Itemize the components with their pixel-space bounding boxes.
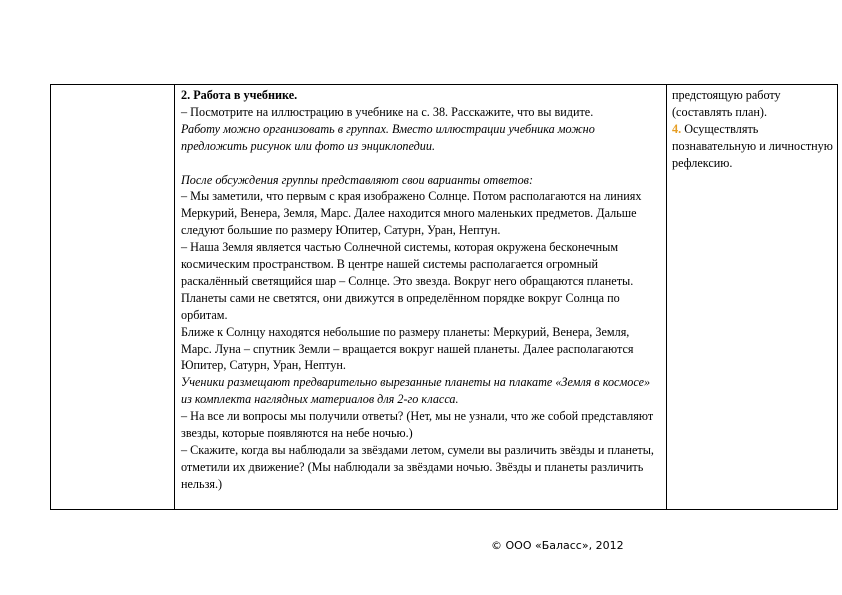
paragraph-note: Работу можно организовать в группах. Вместо иллюстрации учебника можно предложить рисунок или фото из энциклопедии. bbox=[181, 121, 595, 153]
table-column-goals bbox=[667, 85, 839, 509]
paragraph-question-2: – На все ли вопросы мы получили ответы? (Нет, мы не узнали, что же собой представляют звезды, которые появляются на небе ночью.) bbox=[181, 409, 654, 441]
goal-text: Осуществлять познавательную и личностную рефлексию. bbox=[672, 121, 833, 170]
paragraph-poster-note: Ученики размещают предварительно вырезанные планеты на плакате «Земля в космосе» из комплекта наглядных материалов для 2-го класса. bbox=[181, 375, 651, 407]
spacer bbox=[181, 155, 662, 172]
paragraph-question: – Посмотрите на иллюстрацию в учебнике на с. 38. Расскажите, что вы видите. bbox=[181, 104, 594, 119]
goal-number: 4. bbox=[672, 121, 682, 136]
paragraph-answer-1: – Мы заметили, что первым с края изображено Солнце. Потом располагаются на линиях Меркурий, Венера, Земля, Марс. Далее находится много маленьких предметов. Дальше следуют большие по размеру Юпитер, Сатурн, Уран, Нептун. bbox=[181, 189, 642, 238]
copyright-footer: © ООО «Баласс», 2012 bbox=[491, 539, 624, 552]
goal-item-4 bbox=[672, 121, 837, 172]
paragraph-question-3: – Скажите, когда вы наблюдали за звёздами летом, сумели вы различить звёзды и планеты, отметили их движение? (Мы наблюдали за звёздами ночью. Звёзды и планеты различить нельзя.) bbox=[181, 443, 654, 491]
paragraph-answer-3: Ближе к Солнцу находятся небольшие по размеру планеты: Меркурий, Венера, Земля, Марс. Луна – спутник Земли – вращается вокруг нашей планеты. Далее располагаются Юпитер, Сатурн, Уран, Нептун. bbox=[181, 324, 634, 373]
paragraph-groups-intro: После обсуждения группы представляют свои варианты ответов: bbox=[181, 172, 534, 187]
paragraph-answer-2: – Наша Земля является частью Солнечной системы, которая окружена бесконечным космическим пространством. В центре нашей системы располагается огромный раскалённый светящийся шар – Солнце. Это звезда. Вокруг него обращаются планеты. Планеты сами не светятся, они движутся в определённом порядке вокруг Солнца по орбитам. bbox=[181, 240, 634, 322]
table-column-stage bbox=[51, 85, 175, 509]
lesson-table bbox=[50, 84, 838, 510]
section-heading: 2. Работа в учебнике. bbox=[181, 88, 298, 102]
table-column-content bbox=[175, 85, 667, 509]
goal-text-continued: предстоящую работу (составлять план). bbox=[672, 88, 781, 119]
